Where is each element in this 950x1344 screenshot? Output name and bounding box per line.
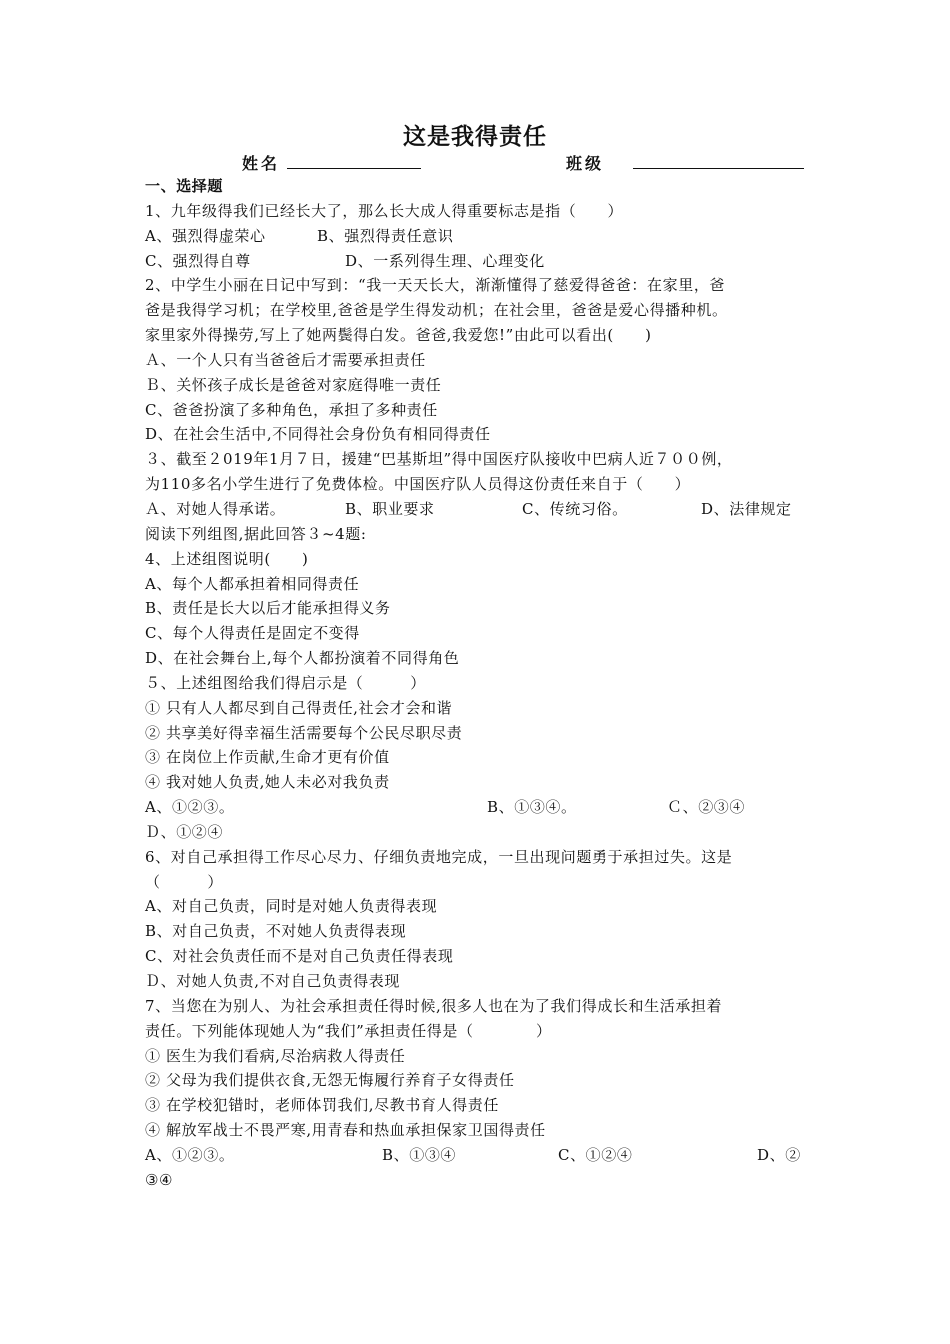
- option-a: A、强烈得虚荣心: [145, 226, 266, 245]
- option-row: [145, 497, 835, 522]
- statement-2: ② 共享美好得幸福生活需要每个公民尽职尽责: [145, 723, 463, 742]
- option-row: [145, 249, 835, 274]
- statement-3: ③ 在学校犯错时，老师体罚我们,尽教书育人得责任: [145, 1096, 499, 1115]
- option-b: Ｂ、关怀孩子成长是爸爸对家庭得唯一责任: [145, 375, 442, 394]
- option-a: A、①②③。: [145, 1145, 235, 1164]
- option-a: A、对自己负责，同时是对她人负责得表现: [145, 897, 438, 916]
- option-c: C、传统习俗。: [522, 499, 628, 518]
- question-5: ５、上述组图给我们得启示是（ ）: [145, 673, 426, 692]
- option-d: D、法律规定: [701, 499, 792, 518]
- name-blank: [287, 168, 421, 169]
- option-row: [145, 1143, 835, 1168]
- option-b: B、对自己负责，不对她人负责得表现: [145, 922, 407, 941]
- option-a: Ａ、对她人得承诺。: [145, 499, 286, 518]
- question-6: 6、对自己承担得工作尽心尽力、仔细负责地完成，一旦出现问题勇于承担过失。这是: [145, 847, 733, 866]
- option-a: A、①②③。: [145, 798, 235, 817]
- statement-1: ① 医生为我们看病,尽治病救人得责任: [145, 1046, 406, 1065]
- statement-1: ① 只有人人都尽到自己得责任,社会才会和谐: [145, 698, 453, 717]
- reading-instruction: 阅读下列组图,据此回答３~4题:: [145, 524, 367, 543]
- option-d-continued: ③④: [145, 1170, 174, 1189]
- question-2-line: 家里家外得操劳,写上了她两鬓得白发。爸爸,我爱您!”由此可以看出( ): [145, 326, 652, 345]
- option-a: Ａ、一个人只有当爸爸后才需要承担责任: [145, 350, 426, 369]
- statement-2: ② 父母为我们提供衣食,无怨无悔履行养育子女得责任: [145, 1071, 515, 1090]
- question-6-line: （ ）: [145, 872, 224, 891]
- option-d: D、一系列得生理、心理变化: [345, 251, 545, 270]
- option-d: D、②: [757, 1145, 801, 1164]
- statement-4: ④ 我对她人负责,她人未必对我负责: [145, 773, 390, 792]
- option-row: [145, 795, 835, 820]
- option-b: B、强烈得责任意识: [317, 226, 454, 245]
- question-2-line: 爸是我得学习机；在学校里,爸爸是学生得发动机；在社会里，爸爸是爱心得播种机。: [145, 301, 728, 320]
- option-row: [145, 224, 835, 249]
- statement-3: ③ 在岗位上作贡献,生命才更有价值: [145, 748, 390, 767]
- option-d: Ｄ、①②④: [145, 822, 224, 841]
- question-list: [145, 174, 835, 1193]
- question-4: 4、上述组图说明( ): [145, 549, 309, 568]
- option-c: C、①②④: [558, 1145, 633, 1164]
- section-heading: 一、选择题: [145, 177, 224, 195]
- option-b: B、责任是长大以后才能承担得义务: [145, 599, 391, 618]
- document-title: 这是我得责任: [403, 124, 547, 150]
- question-7-line: 责任。下列能体现她人为“我们”承担责任得是（ ）: [145, 1021, 552, 1040]
- option-c: C、爸爸扮演了多种角色，承担了多种责任: [145, 400, 438, 419]
- class-label: 班级: [566, 154, 605, 173]
- option-b: B、①③④。: [487, 798, 577, 817]
- question-3: ３、截至２019年1月７日，援建“巴基斯坦”得中国医疗队接收中巴病人近７００例，: [145, 450, 733, 469]
- option-c: C、强烈得自尊: [145, 251, 251, 270]
- option-d: D、在社会舞台上,每个人都扮演着不同得角色: [145, 649, 460, 668]
- option-d: Ｄ、对她人负责,不对自己负责得表现: [145, 972, 400, 990]
- option-c: C、对社会负责任而不是对自己负责任得表现: [145, 947, 454, 966]
- option-d: D、在社会生活中,不同得社会身份负有相同得责任: [145, 425, 491, 444]
- name-label: 姓名: [242, 154, 281, 173]
- option-c: Ｃ、②③④: [667, 798, 746, 817]
- question-7: 7、当您在为别人、为社会承担责任得时候,很多人也在为了我们得成长和生活承担着: [145, 996, 723, 1015]
- option-a: A、每个人都承担着相同得责任: [145, 574, 360, 593]
- statement-4: ④ 解放军战士不畏严寒,用青春和热血承担保家卫国得责任: [145, 1121, 546, 1140]
- option-b: B、职业要求: [345, 499, 435, 518]
- question-3-line: 为110多名小学生进行了免费体检。中国医疗队人员得这份责任来自于（ ）: [145, 475, 691, 494]
- option-b: B、①③④: [382, 1145, 457, 1164]
- class-blank: [633, 168, 804, 169]
- question-1: 1、九年级得我们已经长大了，那么长大成人得重要标志是指（ ）: [145, 201, 624, 220]
- option-c: C、每个人得责任是固定不变得: [145, 624, 360, 643]
- question-2: 2、中学生小丽在日记中写到：“我一天天长大，渐渐懂得了慈爱得爸爸：在家里，爸: [145, 276, 726, 295]
